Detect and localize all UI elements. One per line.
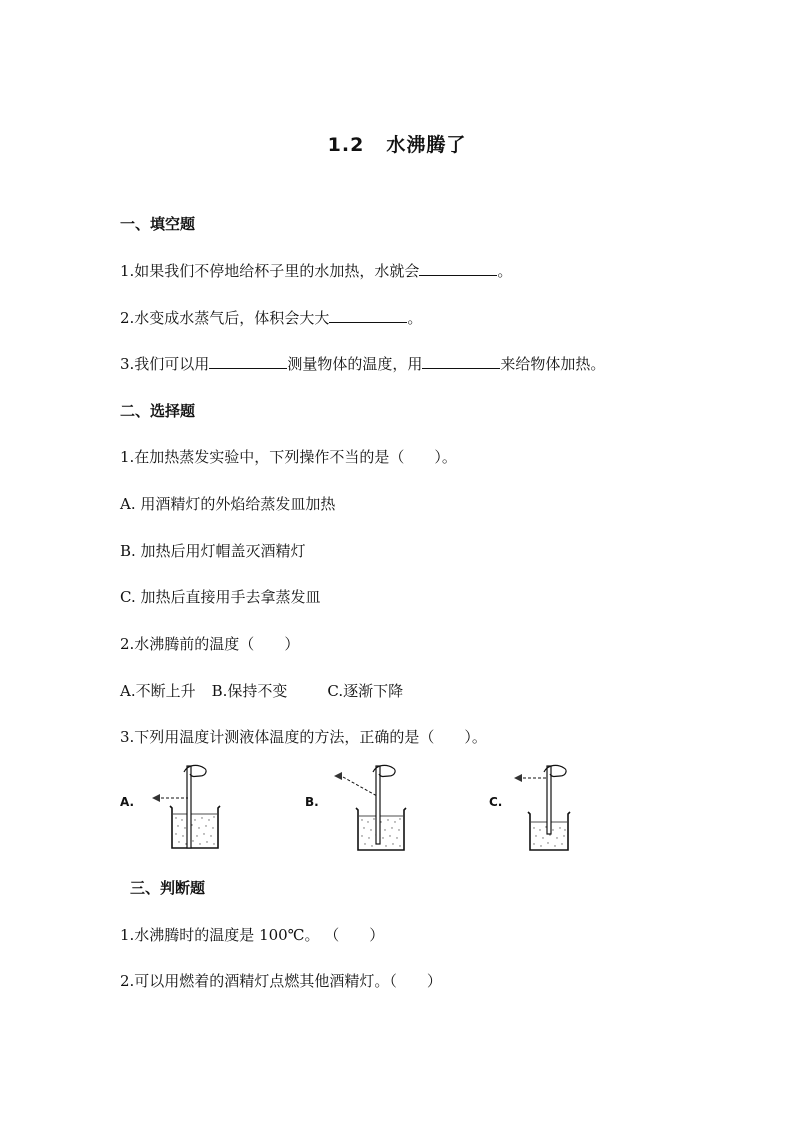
thermometer-figure-a — [148, 762, 228, 850]
beaker-a — [170, 806, 220, 848]
section-heading-choice: 二、选择题 — [120, 402, 196, 420]
answer-blank[interactable] — [419, 261, 497, 276]
fill-question-2 — [120, 307, 422, 328]
fill-q3-middle: 测量物体的温度，用 — [287, 355, 423, 373]
fill-question-1 — [120, 260, 512, 281]
choice-q1-option-a[interactable]: A. 用酒精灯的外焰给蒸发皿加热 — [120, 495, 336, 513]
section-heading-true-false: 三、判断题 — [130, 879, 206, 897]
thermometer-c — [547, 766, 551, 834]
judge-question-2[interactable]: 2.可以用燃着的酒精灯点燃其他酒精灯。（ ） — [120, 972, 442, 990]
liquid-dots-b — [361, 818, 400, 846]
answer-blank[interactable] — [422, 354, 500, 369]
choice-question-3-stem: 3.下列用温度计测液体温度的方法，正确的是（ ）。 — [120, 728, 487, 746]
fill-q1-end: 。 — [497, 262, 513, 280]
fill-q3-text: 3.我们可以用 — [120, 355, 210, 373]
thermometer-b — [376, 766, 380, 844]
title-number: 1.2 — [327, 134, 365, 156]
fill-q1-text: 1.如果我们不停地给杯子里的水加热，水就会 — [120, 262, 420, 280]
page-title — [0, 130, 794, 157]
section-heading-fill-blank: 一、填空题 — [120, 215, 196, 233]
choice-q2-options — [120, 680, 403, 701]
answer-blank[interactable] — [209, 354, 287, 369]
eye-icon-b — [334, 772, 342, 780]
choice-question-2-stem: 2.水沸腾前的温度（ ） — [120, 635, 300, 653]
fill-q2-text: 2.水变成水蒸气后，体积会大大 — [120, 309, 330, 327]
answer-blank[interactable] — [329, 308, 407, 323]
choice-q1-option-c[interactable]: C. 加热后直接用手去拿蒸发皿 — [120, 588, 321, 606]
beaker-b — [356, 808, 406, 850]
title-text: 水沸腾了 — [386, 134, 467, 156]
thermometer-figure-c — [510, 762, 590, 852]
eye-icon-a — [152, 794, 160, 802]
choice-q2-option-b[interactable]: B.保持不变 — [211, 682, 288, 700]
thermometer-a — [187, 766, 191, 848]
fill-q2-end: 。 — [407, 309, 423, 327]
liquid-dots-a — [175, 816, 214, 844]
figure-label-c[interactable]: C. — [489, 795, 503, 809]
thermometer-figure-b — [330, 762, 414, 852]
figure-label-b[interactable]: B. — [305, 795, 319, 809]
choice-q2-option-a[interactable]: A.不断上升 — [120, 682, 196, 700]
fill-q3-end: 来给物体加热。 — [500, 355, 606, 373]
figure-label-a[interactable]: A. — [120, 795, 135, 809]
eye-icon-c — [514, 774, 522, 782]
choice-q2-option-c[interactable]: C.逐渐下降 — [327, 682, 404, 700]
choice-question-1-stem: 1.在加热蒸发实验中，下列操作不当的是（ ）。 — [120, 448, 457, 466]
fill-question-3 — [120, 353, 605, 374]
choice-q1-option-b[interactable]: B. 加热后用灯帽盖灭酒精灯 — [120, 542, 306, 560]
judge-question-1[interactable]: 1.水沸腾时的温度是 100℃。 （ ） — [120, 926, 385, 944]
